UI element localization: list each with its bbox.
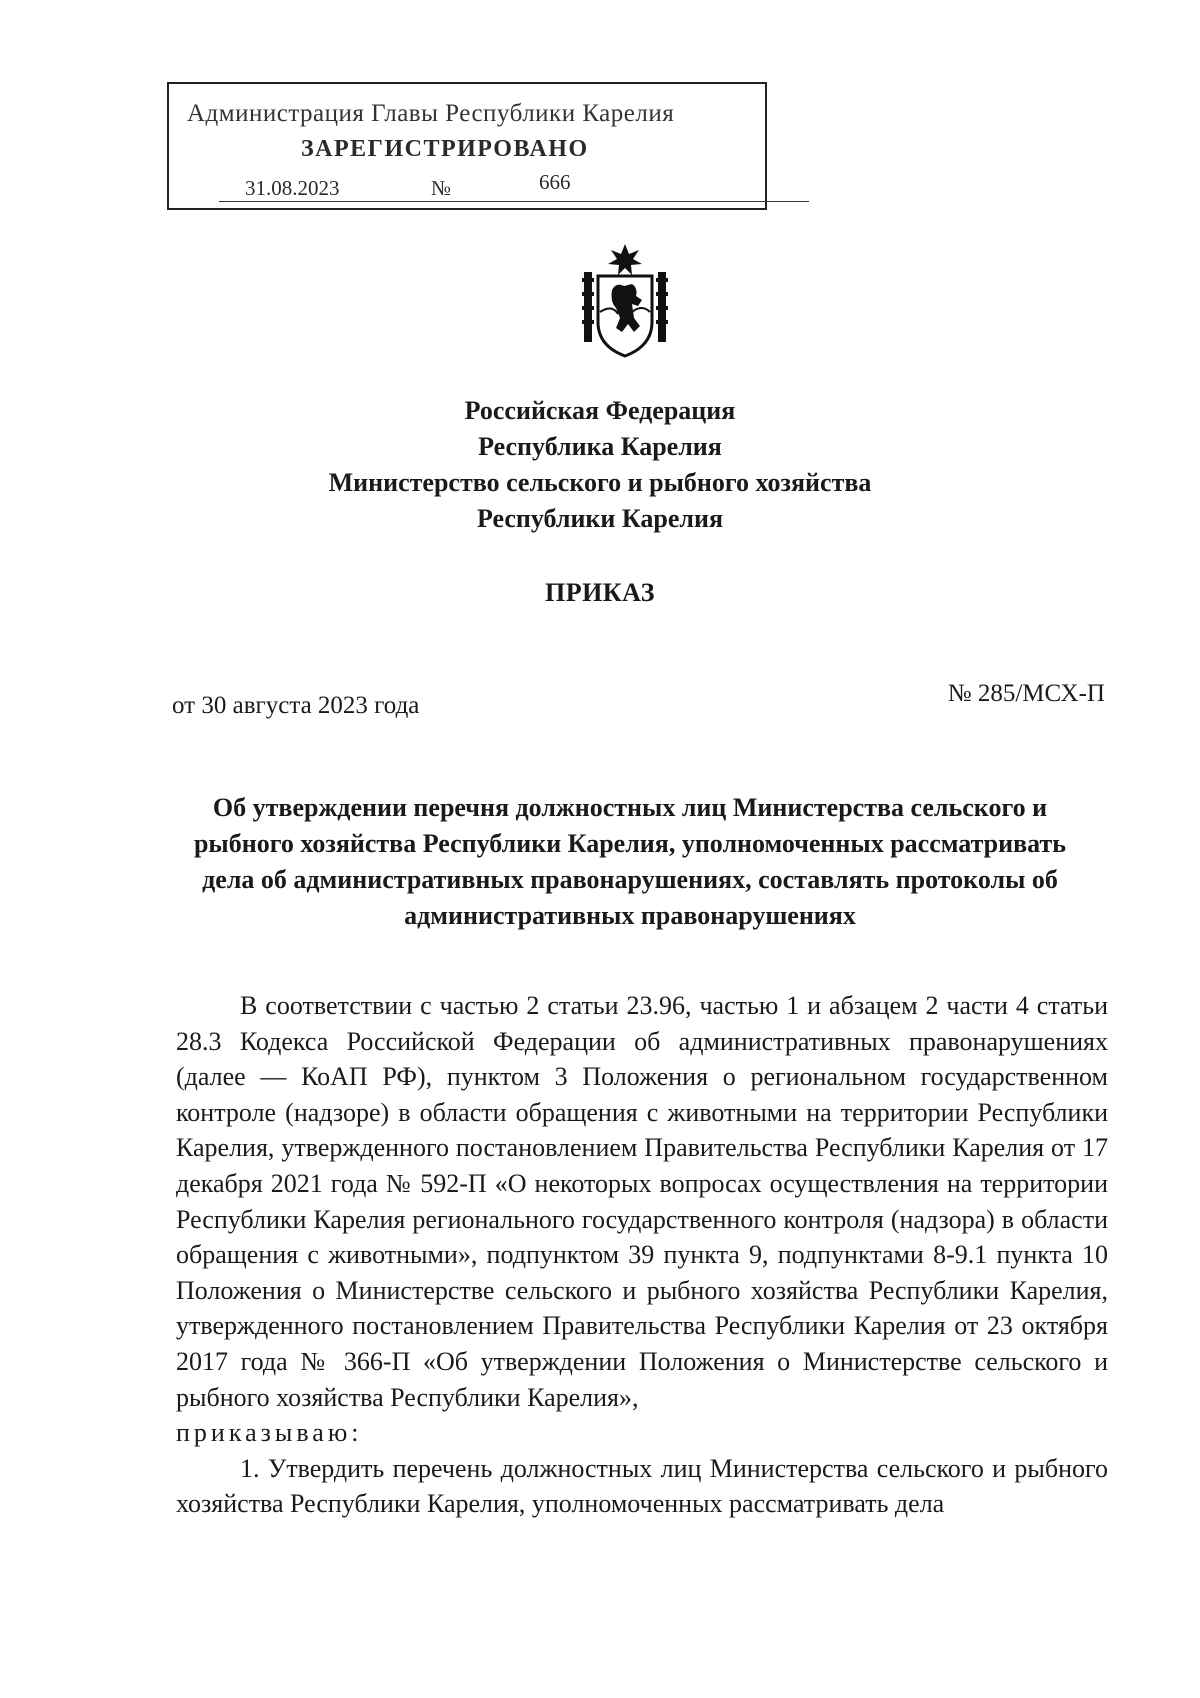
- stamp-number: 666: [539, 170, 571, 194]
- order-date: от 30 августа 2023 года: [172, 692, 420, 719]
- stamp-number-sign: №: [431, 176, 452, 200]
- registration-stamp: [167, 82, 767, 210]
- stamp-date: 31.08.2023: [245, 176, 340, 200]
- order-number: № 285/МСХ-П: [947, 680, 1105, 707]
- item-1-paragraph: 1. Утвердить перечень должностных лиц Министерства сельского и рыбного хозяйства Республики Карелия, уполномоченных рассматривать дела: [176, 1453, 1108, 1519]
- preamble-paragraph: В соответствии с частью 2 статьи 23.96, частью 1 и абзацем 2 части 4 статьи 28.3 Кодекса Российской Федерации об административных правонарушениях (далее — КоАП РФ), пунктом 3 Положения о региональном государственном контроле (надзоре) в области обращения с животными на территории Республики Карелия, утвержденного постановлением Правительства Республики Карелия от 17 декабря 2021 года № 592-П «О некоторых вопросах осуществления на территории Республики Карелия регионального государственного контроля (надзора) в области обращения с животными», подпунктом 39 пункта 9, подпунктами 8-9.1 пункта 10 Положения о Министерстве сельского и рыбного хозяйства Республики Карелия, утвержденного постановлением Правительства Республики Карелия от 23 октября 2017 года № 366-П «Об утверждении Положения о Министерстве сельского и рыбного хозяйства Республики Карелия»,: [176, 991, 1108, 1412]
- stamp-status: ЗАРЕГИСТРИРОВАНО: [301, 136, 589, 162]
- header-country: Российская Федерация: [464, 396, 736, 425]
- stamp-registration-row: [209, 170, 769, 204]
- coat-of-arms-icon: [582, 242, 668, 360]
- header-republic: Республика Карелия: [478, 432, 722, 461]
- order-subject: Об утверждении перечня должностных лиц Министерства сельского и рыбного хозяйства Республики Карелия, уполномоченных рассматривать дела об административных правонарушениях, составлять протоколы об административных правонарушениях: [193, 793, 1067, 930]
- order-body: [176, 988, 1108, 1522]
- header-ministry-republic: Республики Карелия: [476, 504, 724, 533]
- stamp-organization: Администрация Главы Республики Карелия: [187, 100, 675, 127]
- decree-word: приказываю:: [176, 1418, 363, 1448]
- order-title: ПРИКАЗ: [544, 578, 656, 607]
- stamp-underline: [219, 201, 809, 202]
- header-ministry: Министерство сельского и рыбного хозяйства: [328, 468, 872, 497]
